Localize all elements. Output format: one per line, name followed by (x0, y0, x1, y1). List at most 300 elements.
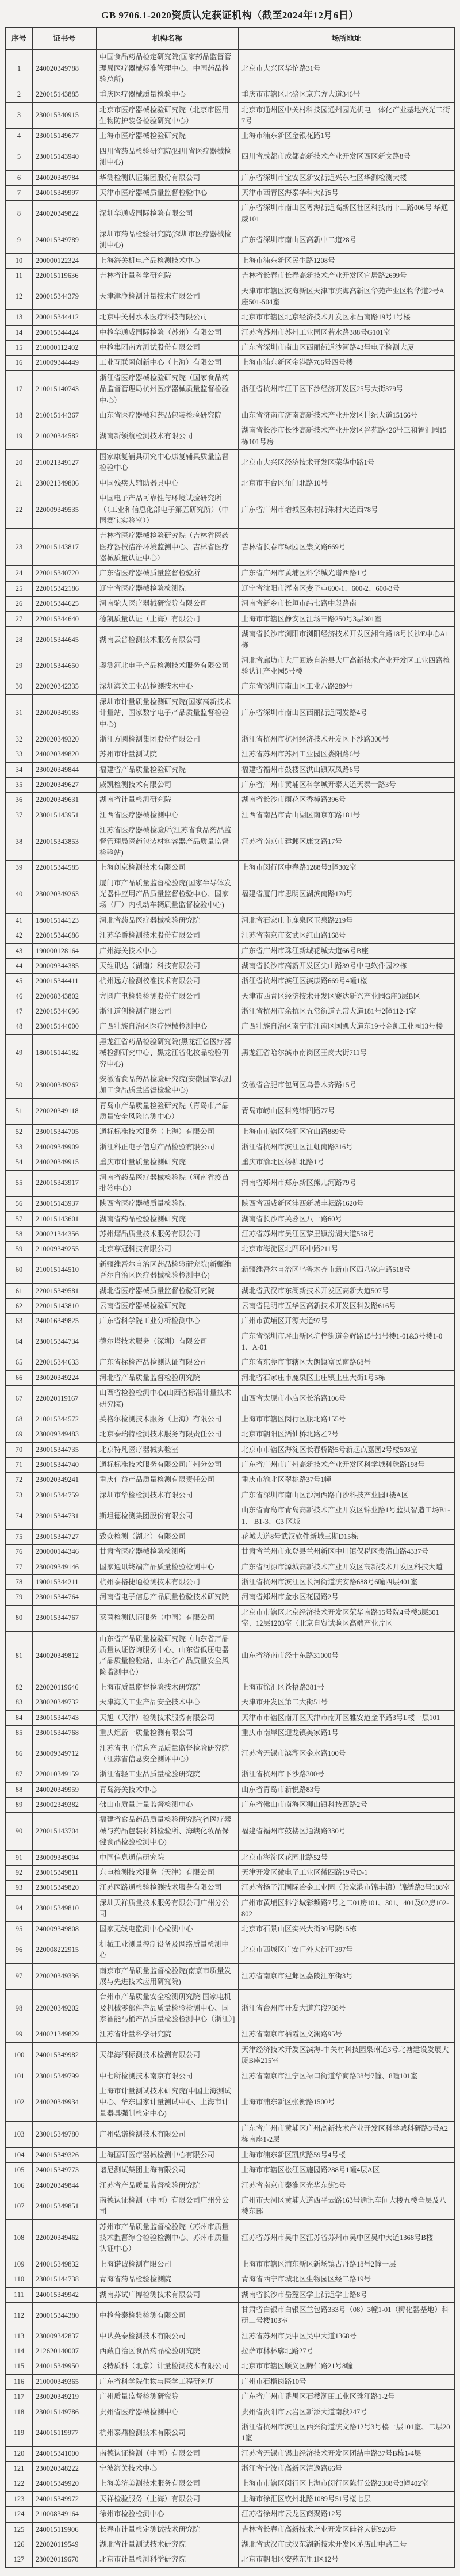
cert-no-cell: 230015344740 (33, 1458, 97, 1473)
table-row (6, 356, 455, 370)
cert-no-cell: 230015349810 (33, 1895, 97, 1922)
org-name-cell: 上海创京检测技术有限公司 (97, 861, 239, 876)
cert-no-cell: 220015344625 (33, 597, 97, 611)
row-index-cell: 114 (6, 2344, 33, 2359)
cert-no-cell: 230009349146 (33, 1560, 97, 1574)
cert-no-cell: 230020349263 (33, 876, 97, 913)
org-name-cell: 浙江方圆检测集团股份有限公司 (97, 732, 239, 747)
table-row (6, 325, 455, 340)
table-row (6, 861, 455, 876)
table-row (6, 2219, 455, 2257)
address-cell: 北京市大兴区经济技术开发区荣华中路1号 (239, 450, 455, 476)
cert-no-cell: 220015343917 (33, 1170, 97, 1197)
org-name-cell: 国家通讯终端产品质量检验检测中心 (97, 1560, 239, 1574)
row-index-cell: 2 (6, 87, 33, 102)
address-cell: 江苏省苏州市苏州工业园区娄阳路6号 (239, 747, 455, 762)
table-row (6, 185, 455, 200)
address-cell: 广东省深圳市南山区西丽街道同发路4号 (239, 694, 455, 732)
org-name-cell: 深圳华通威国际检验有限公司 (97, 201, 239, 227)
table-row (6, 476, 455, 491)
table-row (6, 1098, 455, 1125)
row-index-cell: 89 (6, 1798, 33, 1813)
org-name-cell: 江西省医疗器械检测中心 (97, 808, 239, 823)
cert-no-cell: 240020349822 (33, 201, 97, 227)
table-row (6, 808, 455, 823)
cert-no-cell: 220015344696 (33, 1004, 97, 1019)
table-row (6, 913, 455, 928)
cert-no-cell: 200009344385 (33, 958, 97, 973)
address-cell: 上海市市辖区闵行区瓶北路155号 (239, 1412, 455, 1427)
row-index-cell: 77 (6, 1560, 33, 1574)
row-index-cell: 72 (6, 1473, 33, 1488)
table-row (6, 1922, 455, 1937)
org-name-cell: 甘肃省医疗器械检验检测所 (97, 1545, 239, 1560)
org-name-cell: 厦门市产品质量监督检验院(国家半导体发光器件应用产品质量监督检验中心、国家场（厂）内机动车辆质量监督检验中心) (97, 876, 239, 913)
table-row (6, 1710, 455, 1725)
table-row (6, 974, 455, 989)
cert-no-cell: 230020119670 (33, 2552, 97, 2567)
org-name-cell: 中认英泰检测技术有限公司 (97, 2329, 239, 2344)
table-row (6, 2537, 455, 2552)
address-cell: 上海市市辖区松江区施园路288号1幢4层A区 (239, 2163, 455, 2178)
org-name-cell: 工业互联网创新中心（上海）有限公司 (97, 356, 239, 370)
cert-no-cell: 230015344727 (33, 1529, 97, 1544)
address-cell: 江苏省苏州市吴中区江苏省苏州市吴中区吴中大道1368号B楼 (239, 2219, 455, 2257)
table-row (6, 2420, 455, 2446)
table-row (6, 762, 455, 777)
row-index-cell: 13 (6, 310, 33, 325)
row-index-cell: 108 (6, 2219, 33, 2257)
cert-no-cell: 220015119636 (33, 269, 97, 284)
cert-no-cell: 230020348222 (33, 2462, 97, 2476)
cert-no-cell: 230015344759 (33, 1488, 97, 1503)
table-row (6, 1560, 455, 1574)
table-row (6, 1197, 455, 1211)
org-name-cell: 江苏省医疗器械检验所(江苏省食品药品监督管理局医药包装材料容器产品质量监督检验站) (97, 823, 239, 861)
cert-no-cell: 210015140743 (33, 370, 97, 408)
table-row (6, 2069, 455, 2084)
row-index-cell: 107 (6, 2193, 33, 2219)
org-name-cell: 吉林省计量科学研究院 (97, 269, 239, 284)
cert-no-cell: 220015344650 (33, 653, 97, 679)
table-row (6, 341, 455, 356)
row-index-cell: 121 (6, 2462, 33, 2476)
row-index-cell: 80 (6, 1605, 33, 1631)
row-index-cell: 40 (6, 876, 33, 913)
row-index-cell: 84 (6, 1710, 33, 1725)
cert-no-cell: 210008349164 (33, 2507, 97, 2522)
table-header (6, 28, 455, 50)
address-cell: 广东省广州市黄埔区科学城开泰大道天泰一路3号 (239, 778, 455, 793)
org-name-cell: 上海市计量测试技术研究院(中国上海测试中心、华东国家计量测试中心、上海市计量器具强制检定中心) (97, 2084, 239, 2121)
address-cell: 江苏省苏州市吴江区黎里镇汾湖大道558号 (239, 1227, 455, 1242)
address-cell: 江苏省徐州市云龙区商聚路12号 (239, 2507, 455, 2522)
row-index-cell: 82 (6, 1680, 33, 1695)
table-row (6, 732, 455, 747)
org-name-cell: 中国食品药品检定研究院(国家药品监督管理局医疗器械标准管理中心、中国药品检验总所) (97, 50, 239, 87)
row-index-cell: 6 (6, 170, 33, 185)
column-header-org-name: 机构名称 (97, 28, 239, 50)
address-cell: 河南省新乡市长垣市纬七路中段路南 (239, 597, 455, 611)
address-cell: 贵州省贵阳市云岩区新添大道南段247号 (239, 2405, 455, 2420)
address-cell: 广州市黄埔区科学城彩频路7号之二01房101、301、401及02房102-802 (239, 1895, 455, 1922)
org-name-cell: 山西省检验检测中心(山西省标准计量技术研究院) (97, 1386, 239, 1412)
address-cell: 北京市朝阳区安苑东里1区12号 (239, 2552, 455, 2567)
row-index-cell: 105 (6, 2163, 33, 2178)
cert-no-cell: 240020349812 (33, 1631, 97, 1680)
row-index-cell: 12 (6, 284, 33, 310)
table-row (6, 581, 455, 596)
org-name-cell: 广西壮族自治区医疗器械检测中心 (97, 1019, 239, 1034)
table-row (6, 1242, 455, 1257)
cert-no-cell: 240020349934 (33, 2084, 97, 2121)
table-row (6, 1963, 455, 1990)
cert-no-cell: 230009349483 (33, 1427, 97, 1442)
table-row (6, 1895, 455, 1922)
cert-no-cell: 210020344582 (33, 423, 97, 450)
cert-no-cell: 230015143937 (33, 1197, 97, 1211)
address-cell: 四川省成都市成都高新技术产业开发区西区新文路8号 (239, 144, 455, 170)
column-header-address: 场所地址 (239, 28, 455, 50)
address-cell: 江苏省无锡市滨湖区金水路100号 (239, 1741, 455, 1767)
cert-no-cell: 220020349320 (33, 732, 97, 747)
table-row (6, 566, 455, 581)
org-name-cell: 重庆仕益产品质量检测有限责任公司 (97, 1473, 239, 1488)
org-name-cell: 天津海河标测技术检测有限公司 (97, 2042, 239, 2069)
address-cell: 上海市徐汇区苍梧路381号 (239, 1680, 455, 1695)
table-row (6, 2476, 455, 2491)
row-index-cell: 26 (6, 597, 33, 611)
org-name-cell: 南德认证检测（中国）有限公司广州分公司 (97, 2193, 239, 2219)
cert-no-cell: 220015143817 (33, 529, 97, 566)
org-name-cell: 河北省药品医疗器械检验研究院 (97, 913, 239, 928)
table-row (6, 1211, 455, 1226)
address-cell: 广东省广州市珠江新城花城大道66号B座 (239, 943, 455, 958)
org-name-cell: 湖南省计量检测研究院 (97, 793, 239, 808)
table-row (6, 2027, 455, 2042)
cert-no-cell: 240016349825 (33, 1314, 97, 1329)
table-row (6, 450, 455, 476)
table-row (6, 958, 455, 973)
address-cell: 江苏省苏州市吴中区吴中大道1368号 (239, 2329, 455, 2344)
table-row (6, 989, 455, 1004)
table-row (6, 201, 455, 227)
cert-no-cell: 220015143810 (33, 1298, 97, 1313)
org-name-cell: 重庆炬新一质量检测有限公司 (97, 1726, 239, 1741)
table-row (6, 876, 455, 913)
cert-no-cell: 230015344767 (33, 1605, 97, 1631)
table-row (6, 227, 455, 254)
row-index-cell: 101 (6, 2069, 33, 2084)
org-name-cell: 云南省医疗器械检验研究院 (97, 1298, 239, 1313)
org-name-cell: 河南驼人医疗器械研究院有限公司 (97, 597, 239, 611)
table-row (6, 928, 455, 943)
org-name-cell: 江苏省电子信息产品质量监督检验研究院（江苏省信息安全测评中心） (97, 1741, 239, 1767)
row-index-cell: 66 (6, 1370, 33, 1385)
org-name-cell: 北京特凡医疗器械实验室 (97, 1442, 239, 1457)
address-cell: 广东省深圳市南山区工业八路289号 (239, 679, 455, 694)
address-cell: 山东省济南市经十东路31000号 (239, 1631, 455, 1680)
cert-no-cell: 220020342335 (33, 679, 97, 694)
cert-no-cell: 220020119549 (33, 2537, 97, 2552)
cert-no-cell: 230015344768 (33, 1726, 97, 1741)
address-cell: 拉萨市林林廓北路27号 (239, 2344, 455, 2359)
row-index-cell: 36 (6, 793, 33, 808)
address-cell: 吉林省长春市绿园区崇文路669号 (239, 529, 455, 566)
address-cell: 江苏省扬子江国际冶金工业园（张家港市锦丰镇）锦绣路3号108室 (239, 1881, 455, 1895)
table-row (6, 1386, 455, 1412)
cert-no-cell: 240015119906 (33, 2522, 97, 2537)
address-cell: 福建省福州市鼓楼区洪山镇双凤路6号 (239, 762, 455, 777)
cert-no-cell: 230020349224 (33, 1370, 97, 1385)
table-row (6, 1170, 455, 1197)
org-name-cell: 山东省医疗器械和药品包装检验研究院 (97, 408, 239, 423)
org-name-cell: 青海省药品检验检测院 (97, 2272, 239, 2287)
org-name-cell: 广东省标检产品检测认证有限公司 (97, 1355, 239, 1370)
address-cell: 广东省广州市黄埔区广州高新技术产业开发区科学城科研路3号A2栋南座1-2层 (239, 2122, 455, 2148)
cert-no-cell: 210015143601 (33, 1211, 97, 1226)
org-name-cell: 江苏省产品质量监督检验研究院 (97, 2178, 239, 2193)
row-index-cell: 119 (6, 2420, 33, 2446)
org-name-cell: 湖南新领航检测技术有限公司 (97, 423, 239, 450)
row-index-cell: 71 (6, 1458, 33, 1473)
table-row (6, 1140, 455, 1155)
cert-no-cell: 230002349382 (33, 1798, 97, 1813)
table-row (6, 1850, 455, 1865)
row-index-cell: 52 (6, 1125, 33, 1140)
address-cell: 河北省廊坊市大厂回族自治县大厂高新技术产业开发区工业四路检验认证产业园5号楼 (239, 653, 455, 679)
cert-no-cell: 220020349627 (33, 778, 97, 793)
org-name-cell: 江苏华爵检测技术股份有限公司 (97, 928, 239, 943)
address-cell: 江苏省南京市建邺区康文路17号 (239, 823, 455, 861)
org-name-cell: 斯坦德检测集团股份有限公司 (97, 1503, 239, 1530)
table-row (6, 2405, 455, 2420)
table-row (6, 269, 455, 284)
address-cell: 福建省福州市鼓楼区通湖路330号 (239, 1813, 455, 1850)
row-index-cell: 51 (6, 1098, 33, 1125)
table-row (6, 2522, 455, 2537)
address-cell: 上海市市辖区浦东新区新场镇古丹路18号2幢一层 (239, 2257, 455, 2272)
address-cell: 上海市市辖区徐汇区宜山路889号 (239, 1125, 455, 1140)
table-row (6, 2084, 455, 2121)
row-index-cell: 63 (6, 1314, 33, 1329)
address-cell: 江苏省南京市栖霞区文澜路95号 (239, 2027, 455, 2042)
org-name-cell: 天旭（天津）检测技术服务有限公司 (97, 1710, 239, 1725)
row-index-cell: 59 (6, 1242, 33, 1257)
cert-no-cell: 240015349982 (33, 2042, 97, 2069)
row-index-cell: 37 (6, 808, 33, 823)
row-index-cell: 126 (6, 2537, 33, 2552)
row-index-cell: 99 (6, 2027, 33, 2042)
cert-no-cell: 220020349631 (33, 793, 97, 808)
org-name-cell: 英格尔检测技术服务（上海）有限公司 (97, 1412, 239, 1427)
address-cell: 江苏省苏州市苏州工业园区若水路388号G101室 (239, 325, 455, 340)
cert-no-cell: 220015342186 (33, 581, 97, 596)
row-index-cell: 22 (6, 491, 33, 529)
cert-no-cell: 240015349851 (33, 2193, 97, 2219)
org-name-cell: 天津津净检测计量技术有限公司 (97, 284, 239, 310)
row-index-cell: 74 (6, 1503, 33, 1530)
table-row (6, 793, 455, 808)
row-index-cell: 18 (6, 408, 33, 423)
address-cell: 广州市石榴岗路10号 (239, 2374, 455, 2389)
cert-no-cell: 230020349219 (33, 2390, 97, 2405)
org-name-cell: 浙江省轻工业品质量检验研究院 (97, 1767, 239, 1782)
address-cell: 天津经济技术开发区滨海-中关村科技园泉州道3号北塘建设发展大厦B座215室 (239, 2042, 455, 2069)
cert-no-cell: 220020349462 (33, 2219, 97, 2257)
row-index-cell: 85 (6, 1726, 33, 1741)
row-index-cell: 110 (6, 2272, 33, 2287)
table-row (6, 2359, 455, 2374)
table-row (6, 1529, 455, 1544)
row-index-cell: 31 (6, 694, 33, 732)
org-name-cell: 中检集团南方测试股份有限公司 (97, 341, 239, 356)
table-row (6, 423, 455, 450)
address-cell: 云南省昆明市五华区高新技术开发区科发路616号 (239, 1298, 455, 1313)
cert-no-cell: 230015344743 (33, 1710, 97, 1725)
address-cell: 重庆市市辖区北碚区京东方大道346号 (239, 87, 455, 102)
org-name-cell: 上海海关机电产品检测技术中心 (97, 253, 239, 268)
org-name-cell: 上海国研医疗器械检测中心有限公司 (97, 2147, 239, 2162)
address-cell: 湖南省长沙市浏阳市浏阳经济技术开发区湘台路18号长沙E中心A1栋 (239, 626, 455, 653)
table-row (6, 2462, 455, 2476)
address-cell: 江苏省无锡市锡山经济技术开发区团结中路37号B栋1-4层 (239, 2446, 455, 2461)
cert-no-cell: 210015144367 (33, 408, 97, 423)
address-cell: 天津市市辖区南开区天津市南开区雅安道金平路3号L楼一层101 (239, 1710, 455, 1725)
row-index-cell: 10 (6, 253, 33, 268)
org-name-cell: 华测检测认证集团股份有限公司 (97, 170, 239, 185)
address-cell: 广东省广州市番禺区石楼潮田工业区珠江路1-2号 (239, 2390, 455, 2405)
org-name-cell: 威凯检测技术有限公司 (97, 778, 239, 793)
address-cell: 广东省佛山市南海区狮山镇科技西路2号 (239, 1798, 455, 1813)
row-index-cell: 7 (6, 185, 33, 200)
table-row (6, 1257, 455, 1283)
row-index-cell: 70 (6, 1442, 33, 1457)
row-index-cell: 5 (6, 144, 33, 170)
table-row (6, 1227, 455, 1242)
cert-no-cell: 230020349844 (33, 762, 97, 777)
org-name-cell: 广州质量监督检测研究院 (97, 2390, 239, 2405)
org-name-cell: 广东省医疗器械质量监督检验所 (97, 566, 239, 581)
row-index-cell: 4 (6, 129, 33, 144)
table-row (6, 1034, 455, 1072)
org-name-cell: 方圆广电检验检测股份有限公司 (97, 989, 239, 1004)
org-name-cell: 天津海关工业产品安全技术中心 (97, 1695, 239, 1710)
address-cell: 湖南省长沙市芙蓉区八一路60号 (239, 1211, 455, 1226)
cert-no-cell: 240009349808 (33, 1922, 97, 1937)
address-cell: 浙江省台州市开发大道东段788号 (239, 1990, 455, 2027)
table-row (6, 2491, 455, 2506)
address-cell: 上海市浦东新区凯庆路59号4号楼 (239, 2147, 455, 2162)
org-name-cell: 佛山市质量计量监督检测中心 (97, 1798, 239, 1813)
row-index-cell: 103 (6, 2122, 33, 2148)
row-index-cell: 96 (6, 1937, 33, 1963)
table-row (6, 943, 455, 958)
address-cell: 新疆维吾尔自治区乌鲁木齐市新市区西八家户路518号 (239, 1257, 455, 1283)
address-cell: 山东省青岛市新悦路83号 (239, 1782, 455, 1797)
row-index-cell: 97 (6, 1963, 33, 1990)
org-name-cell: 通标标准技术服务有限公司广州分公司 (97, 1458, 239, 1473)
cert-no-cell: 230020349241 (33, 1473, 97, 1488)
row-index-cell: 11 (6, 269, 33, 284)
row-index-cell: 69 (6, 1427, 33, 1442)
org-name-cell: 贵州省医疗器械检测中心 (97, 2405, 239, 2420)
address-cell: 花城大道8号武汉软件新城三期D15栋 (239, 1529, 455, 1544)
org-name-cell: 广州海关技术中心 (97, 943, 239, 958)
row-index-cell: 39 (6, 861, 33, 876)
address-cell: 广东省深圳市南山区高新中二道28号 (239, 227, 455, 254)
org-name-cell: 中国信息通信研究院 (97, 1850, 239, 1865)
address-cell: 浙江省杭州市滨江区江虹南路316号 (239, 1140, 455, 1155)
row-index-cell: 102 (6, 2084, 33, 2121)
row-index-cell: 104 (6, 2147, 33, 2162)
row-index-cell: 127 (6, 2552, 33, 2567)
cert-no-cell: 240015349942 (33, 2287, 97, 2302)
table-row (6, 823, 455, 861)
row-index-cell: 24 (6, 566, 33, 581)
cert-no-cell: 200000122324 (33, 253, 97, 268)
address-cell: 上海市市辖区闵行区上海市闵行区陈行公路2388号3幢402室 (239, 2476, 455, 2491)
org-name-cell: 杭州泰格捷通检测技术有限公司 (97, 1575, 239, 1590)
row-index-cell: 41 (6, 913, 33, 928)
row-index-cell: 50 (6, 1072, 33, 1098)
address-cell: 上海市闵行区中春路1288号3幢302室 (239, 861, 455, 876)
table-row (6, 2147, 455, 2162)
row-index-cell: 94 (6, 1895, 33, 1922)
row-index-cell: 76 (6, 1545, 33, 1560)
org-name-cell: 上海市医疗器械检验研究院 (97, 129, 239, 144)
table-row (6, 2042, 455, 2069)
cert-no-cell: 200015344380 (33, 2302, 97, 2329)
org-name-cell: 辽宁省医疗器械检验检测院 (97, 581, 239, 596)
org-name-cell: 德凯质量认证（上海）有限公司 (97, 611, 239, 626)
address-cell: 青海省西宁市城北区生物园区经二路19号 (239, 2272, 455, 2287)
org-name-cell: 中检普泰检验检测有限公司 (97, 2302, 239, 2329)
row-index-cell: 60 (6, 1257, 33, 1283)
address-cell: 广东省深圳市南山区西丽街道沙河路43号电子检测大厦 (239, 341, 455, 356)
address-cell: 上海市浦东新区金港路766号四号楼 (239, 356, 455, 370)
row-index-cell: 68 (6, 1412, 33, 1427)
table-row (6, 2390, 455, 2405)
table-row (6, 1125, 455, 1140)
org-name-cell: 天祥检验服务（上海）有限公司 (97, 2491, 239, 2506)
cert-no-cell: 200015344411 (33, 974, 97, 989)
cert-no-cell: 240015349832 (33, 2257, 97, 2272)
cert-no-cell: 240020349788 (33, 50, 97, 87)
org-name-cell: 福建省食品药品质量检验研究院(省医疗器械与药品包装材料检验所、海峡化妆品保健食品检验检测中心) (97, 1813, 239, 1850)
address-cell: 江西省南昌市青山湖区南京东路181号 (239, 808, 455, 823)
column-header-index: 序号 (6, 28, 33, 50)
org-name-cell: 苏州市产品质量监督检验院（苏州市质量技术监督综合检验检测中心、苏州市质量认证中心） (97, 2219, 239, 2257)
table-row (6, 1473, 455, 1488)
table-row (6, 1314, 455, 1329)
cert-no-cell: 230020349732 (33, 1695, 97, 1710)
table-row (6, 1019, 455, 1034)
address-cell: 重庆市渝北区翠桃路37号1幢 (239, 1473, 455, 1488)
cert-no-cell: 230015344735 (33, 1442, 97, 1457)
address-cell: 上海市徐汇区钦州北路1089号51号楼七层 (239, 2491, 455, 2506)
row-index-cell: 88 (6, 1782, 33, 1797)
org-name-cell: 广州弘诺检测技术有限公司 (97, 2122, 239, 2148)
row-index-cell: 100 (6, 2042, 33, 2069)
address-cell: 重庆市南岸区迎龙镇美家路1号 (239, 1726, 455, 1741)
table-row (6, 310, 455, 325)
row-index-cell: 48 (6, 1019, 33, 1034)
row-index-cell: 46 (6, 989, 33, 1004)
cert-no-cell: 240020349784 (33, 170, 97, 185)
row-index-cell: 73 (6, 1488, 33, 1503)
table-row (6, 284, 455, 310)
